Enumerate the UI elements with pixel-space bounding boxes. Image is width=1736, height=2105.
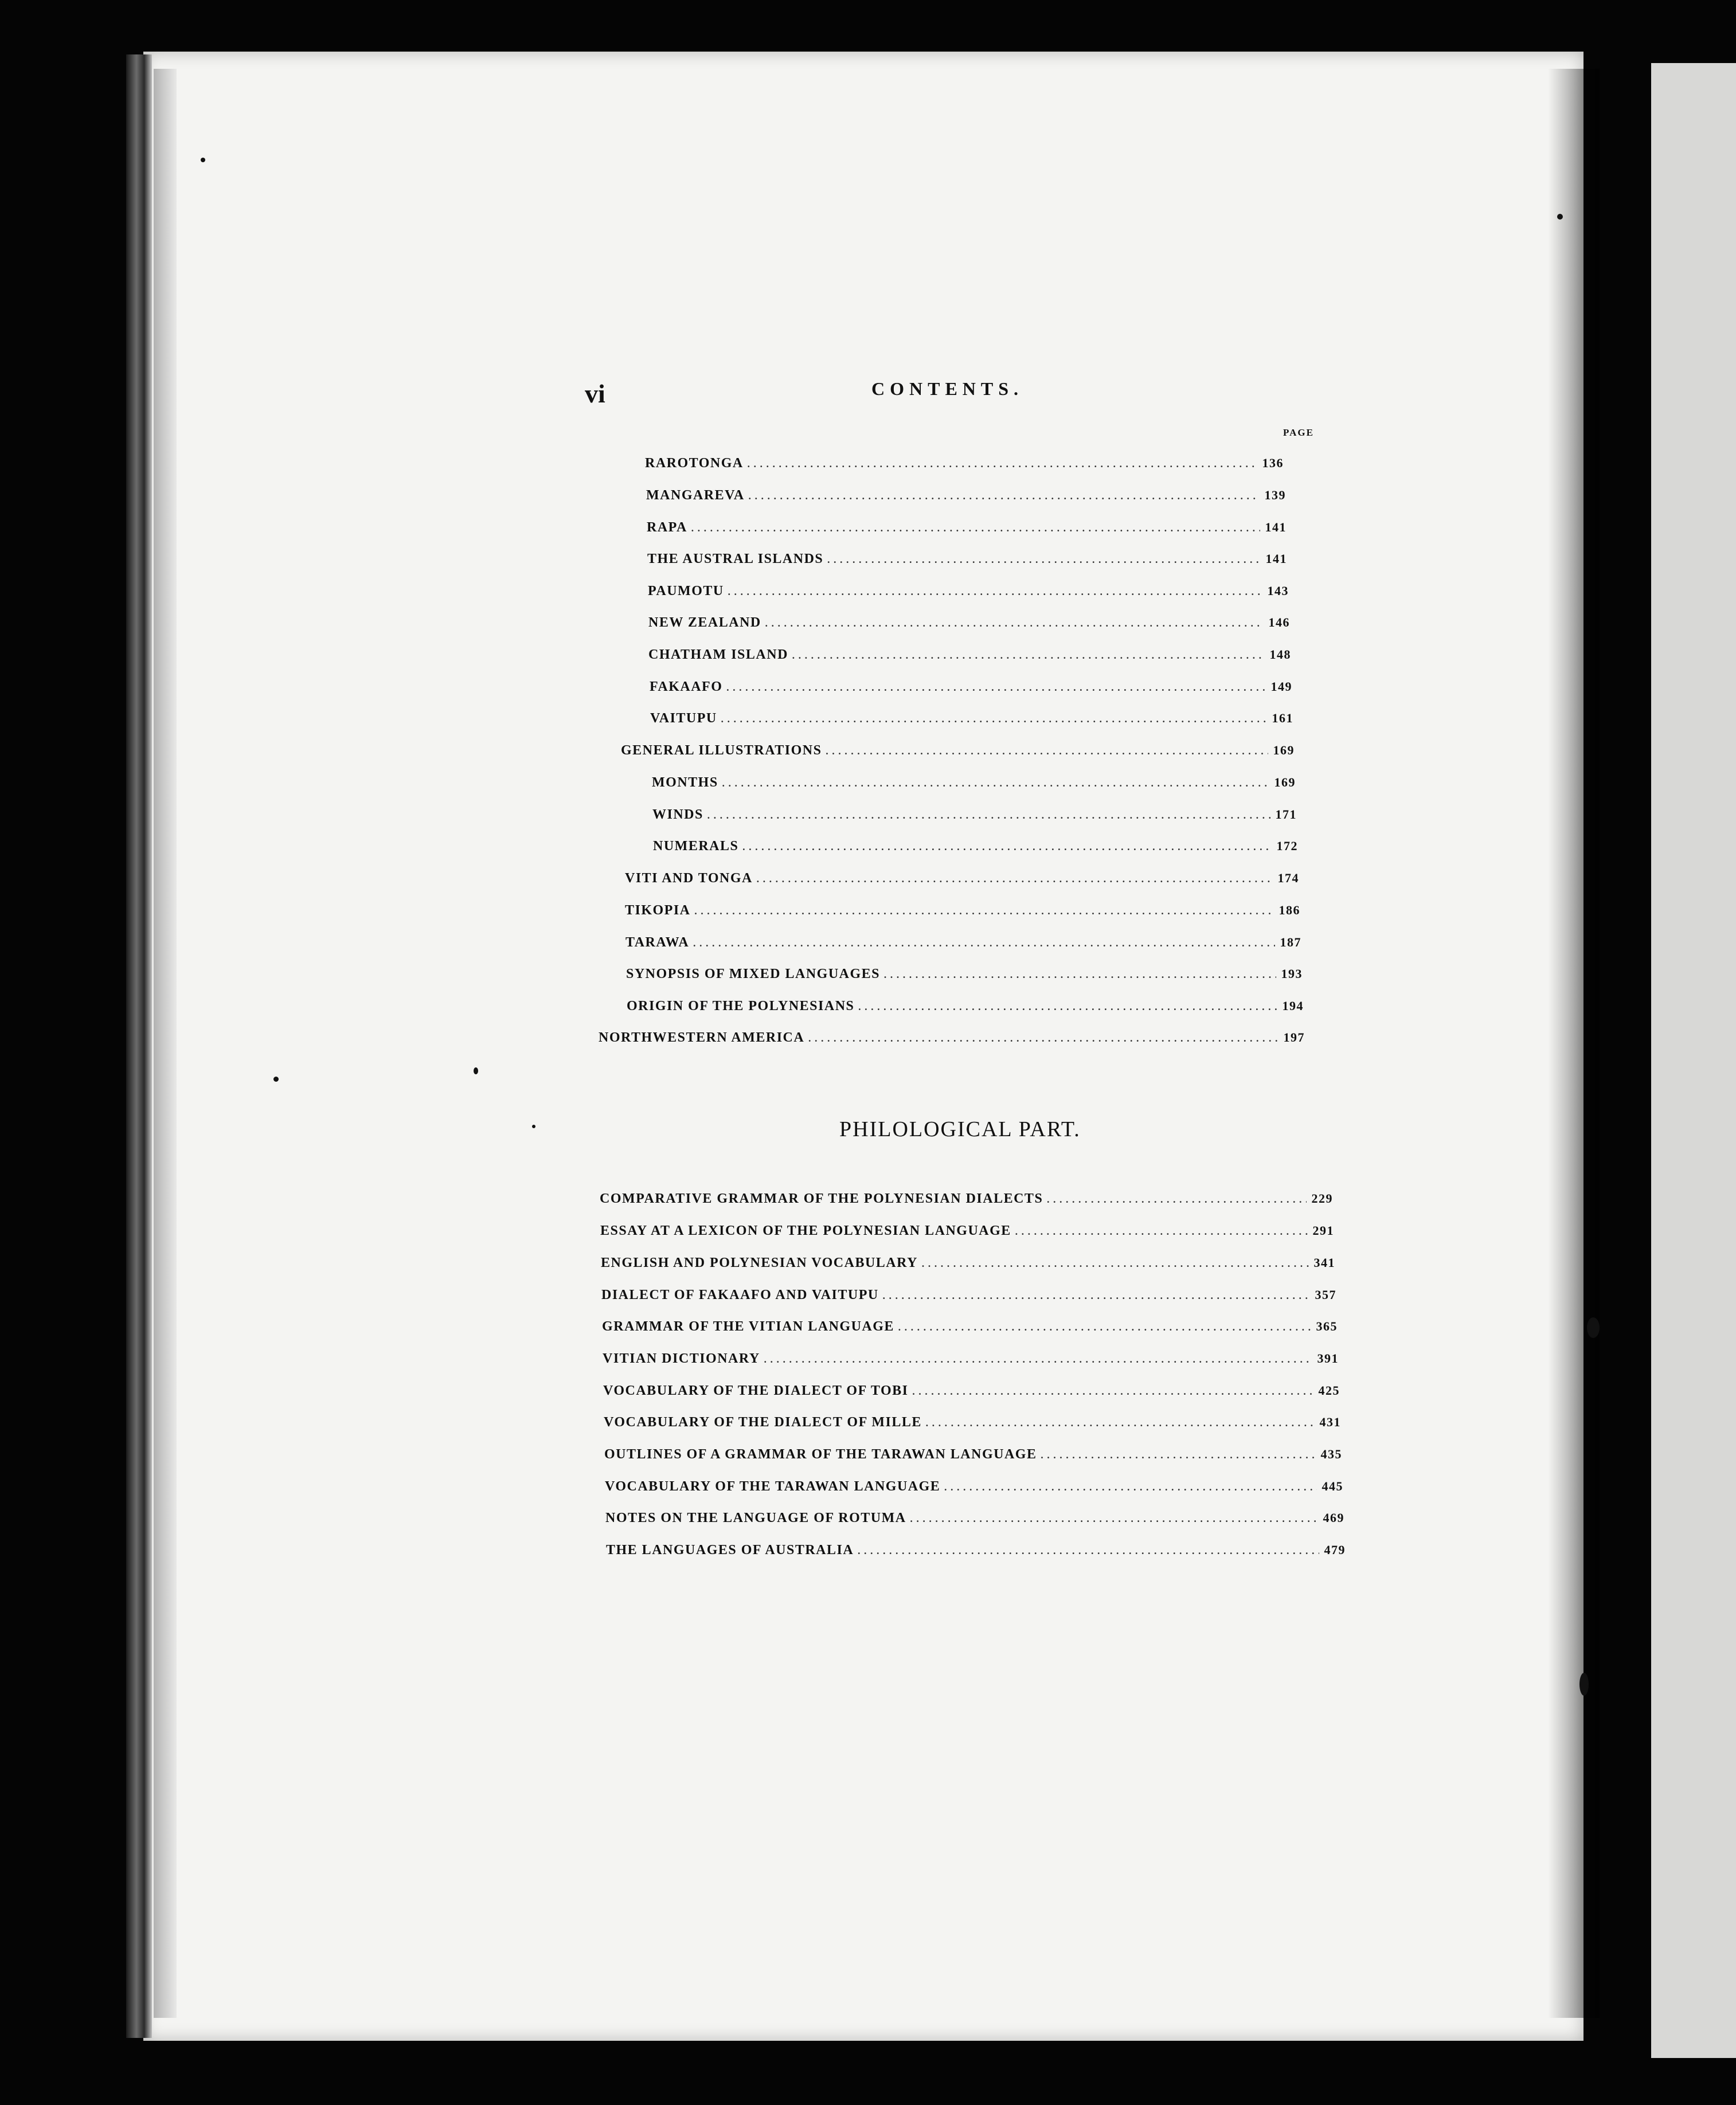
toc-entry-label: THE AUSTRAL ISLANDS (647, 551, 824, 566)
adjacent-page-edge (1651, 63, 1736, 2058)
toc-entry-label: VOCABULARY OF THE DIALECT OF TOBI (603, 1383, 909, 1398)
leader-dots (722, 775, 1269, 791)
leader-dots (883, 967, 1276, 982)
section-title: PHILOLOGICAL PART. (839, 1117, 1081, 1141)
toc-entry (605, 1511, 1344, 1531)
toc-entry-page: 187 (1280, 935, 1301, 949)
leader-dots (693, 935, 1275, 950)
toc-entry (652, 775, 1296, 796)
leader-dots (765, 615, 1264, 631)
leader-dots (764, 1351, 1312, 1367)
toc-entry (647, 520, 1287, 541)
toc-entry-page: 341 (1313, 1255, 1335, 1270)
toc-entry-label: ENGLISH AND POLYNESIAN VOCABULARY (601, 1255, 918, 1270)
toc-entry (653, 839, 1298, 859)
leader-dots (748, 488, 1260, 503)
leader-dots (910, 1511, 1318, 1526)
toc-entry (648, 615, 1290, 636)
ink-speck (1579, 1673, 1589, 1696)
toc-entry-page: 197 (1283, 1030, 1305, 1044)
leader-dots (1015, 1223, 1308, 1239)
toc-entry (645, 456, 1284, 476)
leader-dots (808, 1030, 1278, 1046)
leader-dots (742, 839, 1272, 854)
toc-entry (625, 935, 1301, 956)
leader-dots (882, 1288, 1310, 1303)
leader-dots (912, 1383, 1314, 1399)
page-binding-shadow (154, 69, 177, 2018)
leader-dots (721, 711, 1267, 726)
leader-dots (707, 807, 1270, 823)
leader-dots (1046, 1191, 1307, 1207)
toc-entry-label: THE LANGUAGES OF AUSTRALIA (606, 1543, 854, 1558)
toc-entry-page: 194 (1282, 999, 1304, 1013)
toc-entry-page: 139 (1264, 488, 1286, 502)
toc-entry (621, 743, 1295, 764)
toc-entry-label: DIALECT OF FAKAAFO AND VAITUPU (601, 1288, 879, 1302)
toc-entry-label: TARAWA (625, 935, 690, 950)
ink-speck (273, 1077, 279, 1082)
toc-entry-label: TIKOPIA (625, 903, 691, 918)
leader-dots (1040, 1447, 1316, 1462)
toc-entry (600, 1223, 1334, 1244)
toc-entry-label: VOCABULARY OF THE DIALECT OF MILLE (604, 1415, 922, 1430)
toc-entry-label: OUTLINES OF A GRAMMAR OF THE TARAWAN LANGUAGE (604, 1447, 1037, 1462)
toc-entry (601, 1288, 1336, 1308)
leader-dots (944, 1479, 1317, 1494)
toc-entry (625, 871, 1299, 891)
toc-entry (625, 903, 1300, 924)
leader-dots (747, 456, 1257, 471)
leader-dots (792, 647, 1265, 663)
toc-entry-page: 391 (1317, 1351, 1339, 1365)
toc-entry-label: VOCABULARY OF THE TARAWAN LANGUAGE (605, 1479, 941, 1494)
toc-entry (647, 551, 1287, 572)
toc-entry-page: 435 (1320, 1447, 1342, 1461)
leader-dots (728, 584, 1262, 599)
page-right-shadow (1548, 69, 1600, 2018)
page-binding-edge (126, 54, 152, 2038)
toc-entry (650, 679, 1292, 700)
toc-entry (627, 999, 1304, 1019)
toc-entry-label: NEW ZEALAND (648, 615, 761, 630)
leader-dots (827, 551, 1261, 567)
toc-entry-page: 365 (1316, 1319, 1338, 1333)
toc-entry-page: 136 (1262, 456, 1284, 470)
toc-entry-page: 479 (1324, 1543, 1346, 1557)
toc-entry-label: ORIGIN OF THE POLYNESIANS (627, 999, 855, 1014)
toc-entry (602, 1319, 1338, 1340)
toc-entry-page: 425 (1318, 1383, 1340, 1398)
toc-entry-page: 143 (1267, 584, 1289, 598)
ink-speck (201, 158, 205, 162)
page-column-label: PAGE (1283, 427, 1314, 438)
ink-speck (474, 1067, 478, 1074)
toc-entry-label: SYNOPSIS OF MIXED LANGUAGES (626, 967, 881, 981)
toc-entry (606, 1543, 1346, 1563)
toc-entry-page: 291 (1312, 1223, 1334, 1238)
toc-entry-page: 357 (1315, 1288, 1336, 1302)
leader-dots (925, 1415, 1315, 1430)
toc-entry-label: NORTHWESTERN AMERICA (599, 1030, 805, 1045)
leader-dots (898, 1319, 1311, 1335)
toc-entry-label: MANGAREVA (646, 488, 745, 503)
toc-entry-page: 229 (1311, 1191, 1333, 1206)
toc-entry-label: RAPA (647, 520, 687, 535)
toc-entry (603, 1351, 1339, 1372)
toc-entry-label: COMPARATIVE GRAMMAR OF THE POLYNESIAN DIALECTS (600, 1191, 1043, 1206)
toc-entry-page: 193 (1281, 967, 1303, 981)
leader-dots (694, 903, 1274, 918)
toc-entry-label: VITIAN DICTIONARY (603, 1351, 760, 1366)
toc-entry-page: 171 (1275, 807, 1297, 821)
toc-entry-page: 169 (1274, 775, 1296, 789)
toc-entry-label: PAUMOTU (648, 584, 724, 598)
toc-entry (599, 1030, 1305, 1051)
toc-entry (603, 1383, 1340, 1404)
page-number: vi (585, 379, 605, 408)
toc-entry-page: 186 (1278, 903, 1300, 917)
toc-entry (605, 1479, 1343, 1500)
toc-entry-page: 169 (1273, 743, 1295, 757)
leader-dots (857, 1543, 1319, 1558)
toc-entry (652, 807, 1297, 828)
toc-entry-label: CHATHAM ISLAND (648, 647, 788, 662)
ink-speck (532, 1125, 535, 1128)
ink-speck (1587, 1317, 1600, 1338)
toc-entry (604, 1415, 1341, 1435)
toc-entry-page: 146 (1268, 615, 1290, 629)
toc-entry-label: ESSAY AT A LEXICON OF THE POLYNESIAN LANGUAGE (600, 1223, 1011, 1238)
leader-dots (825, 743, 1268, 758)
toc-entry-page: 148 (1269, 647, 1291, 662)
leader-dots (726, 679, 1266, 695)
toc-entry-label: RAROTONGA (645, 456, 744, 471)
leader-dots (756, 871, 1273, 886)
toc-entry (600, 1191, 1333, 1212)
toc-entry-label: NOTES ON THE LANGUAGE OF ROTUMA (605, 1511, 906, 1525)
toc-entry-page: 141 (1265, 551, 1287, 566)
toc-entry (601, 1255, 1335, 1276)
toc-entry (604, 1447, 1342, 1468)
toc-entry-label: VAITUPU (650, 711, 717, 726)
ink-speck (1557, 214, 1563, 220)
toc-entry-label: NUMERALS (653, 839, 739, 854)
toc-entry-page: 174 (1277, 871, 1299, 885)
toc-entry-label: FAKAAFO (650, 679, 723, 694)
toc-entry-label: GRAMMAR OF THE VITIAN LANGUAGE (602, 1319, 894, 1334)
toc-entry-label: MONTHS (652, 775, 718, 790)
leader-dots (921, 1255, 1309, 1271)
toc-entry-page: 431 (1319, 1415, 1341, 1429)
leader-dots (691, 520, 1260, 535)
toc-entry (650, 711, 1293, 731)
toc-entry-label: VITI AND TONGA (625, 871, 753, 886)
toc-entry (626, 967, 1303, 987)
toc-entry-label: GENERAL ILLUSTRATIONS (621, 743, 822, 758)
leader-dots (858, 999, 1277, 1014)
toc-entry-page: 445 (1321, 1479, 1343, 1493)
toc-entry (646, 488, 1286, 508)
toc-entry-page: 172 (1276, 839, 1298, 853)
toc-entry (648, 647, 1291, 668)
toc-entry-page: 141 (1265, 520, 1287, 534)
toc-entry (648, 584, 1289, 604)
toc-entry-page: 161 (1272, 711, 1293, 725)
toc-entry-page: 469 (1323, 1511, 1344, 1525)
contents-title: CONTENTS. (871, 378, 1024, 399)
toc-entry-page: 149 (1270, 679, 1292, 694)
toc-entry-label: WINDS (652, 807, 703, 822)
